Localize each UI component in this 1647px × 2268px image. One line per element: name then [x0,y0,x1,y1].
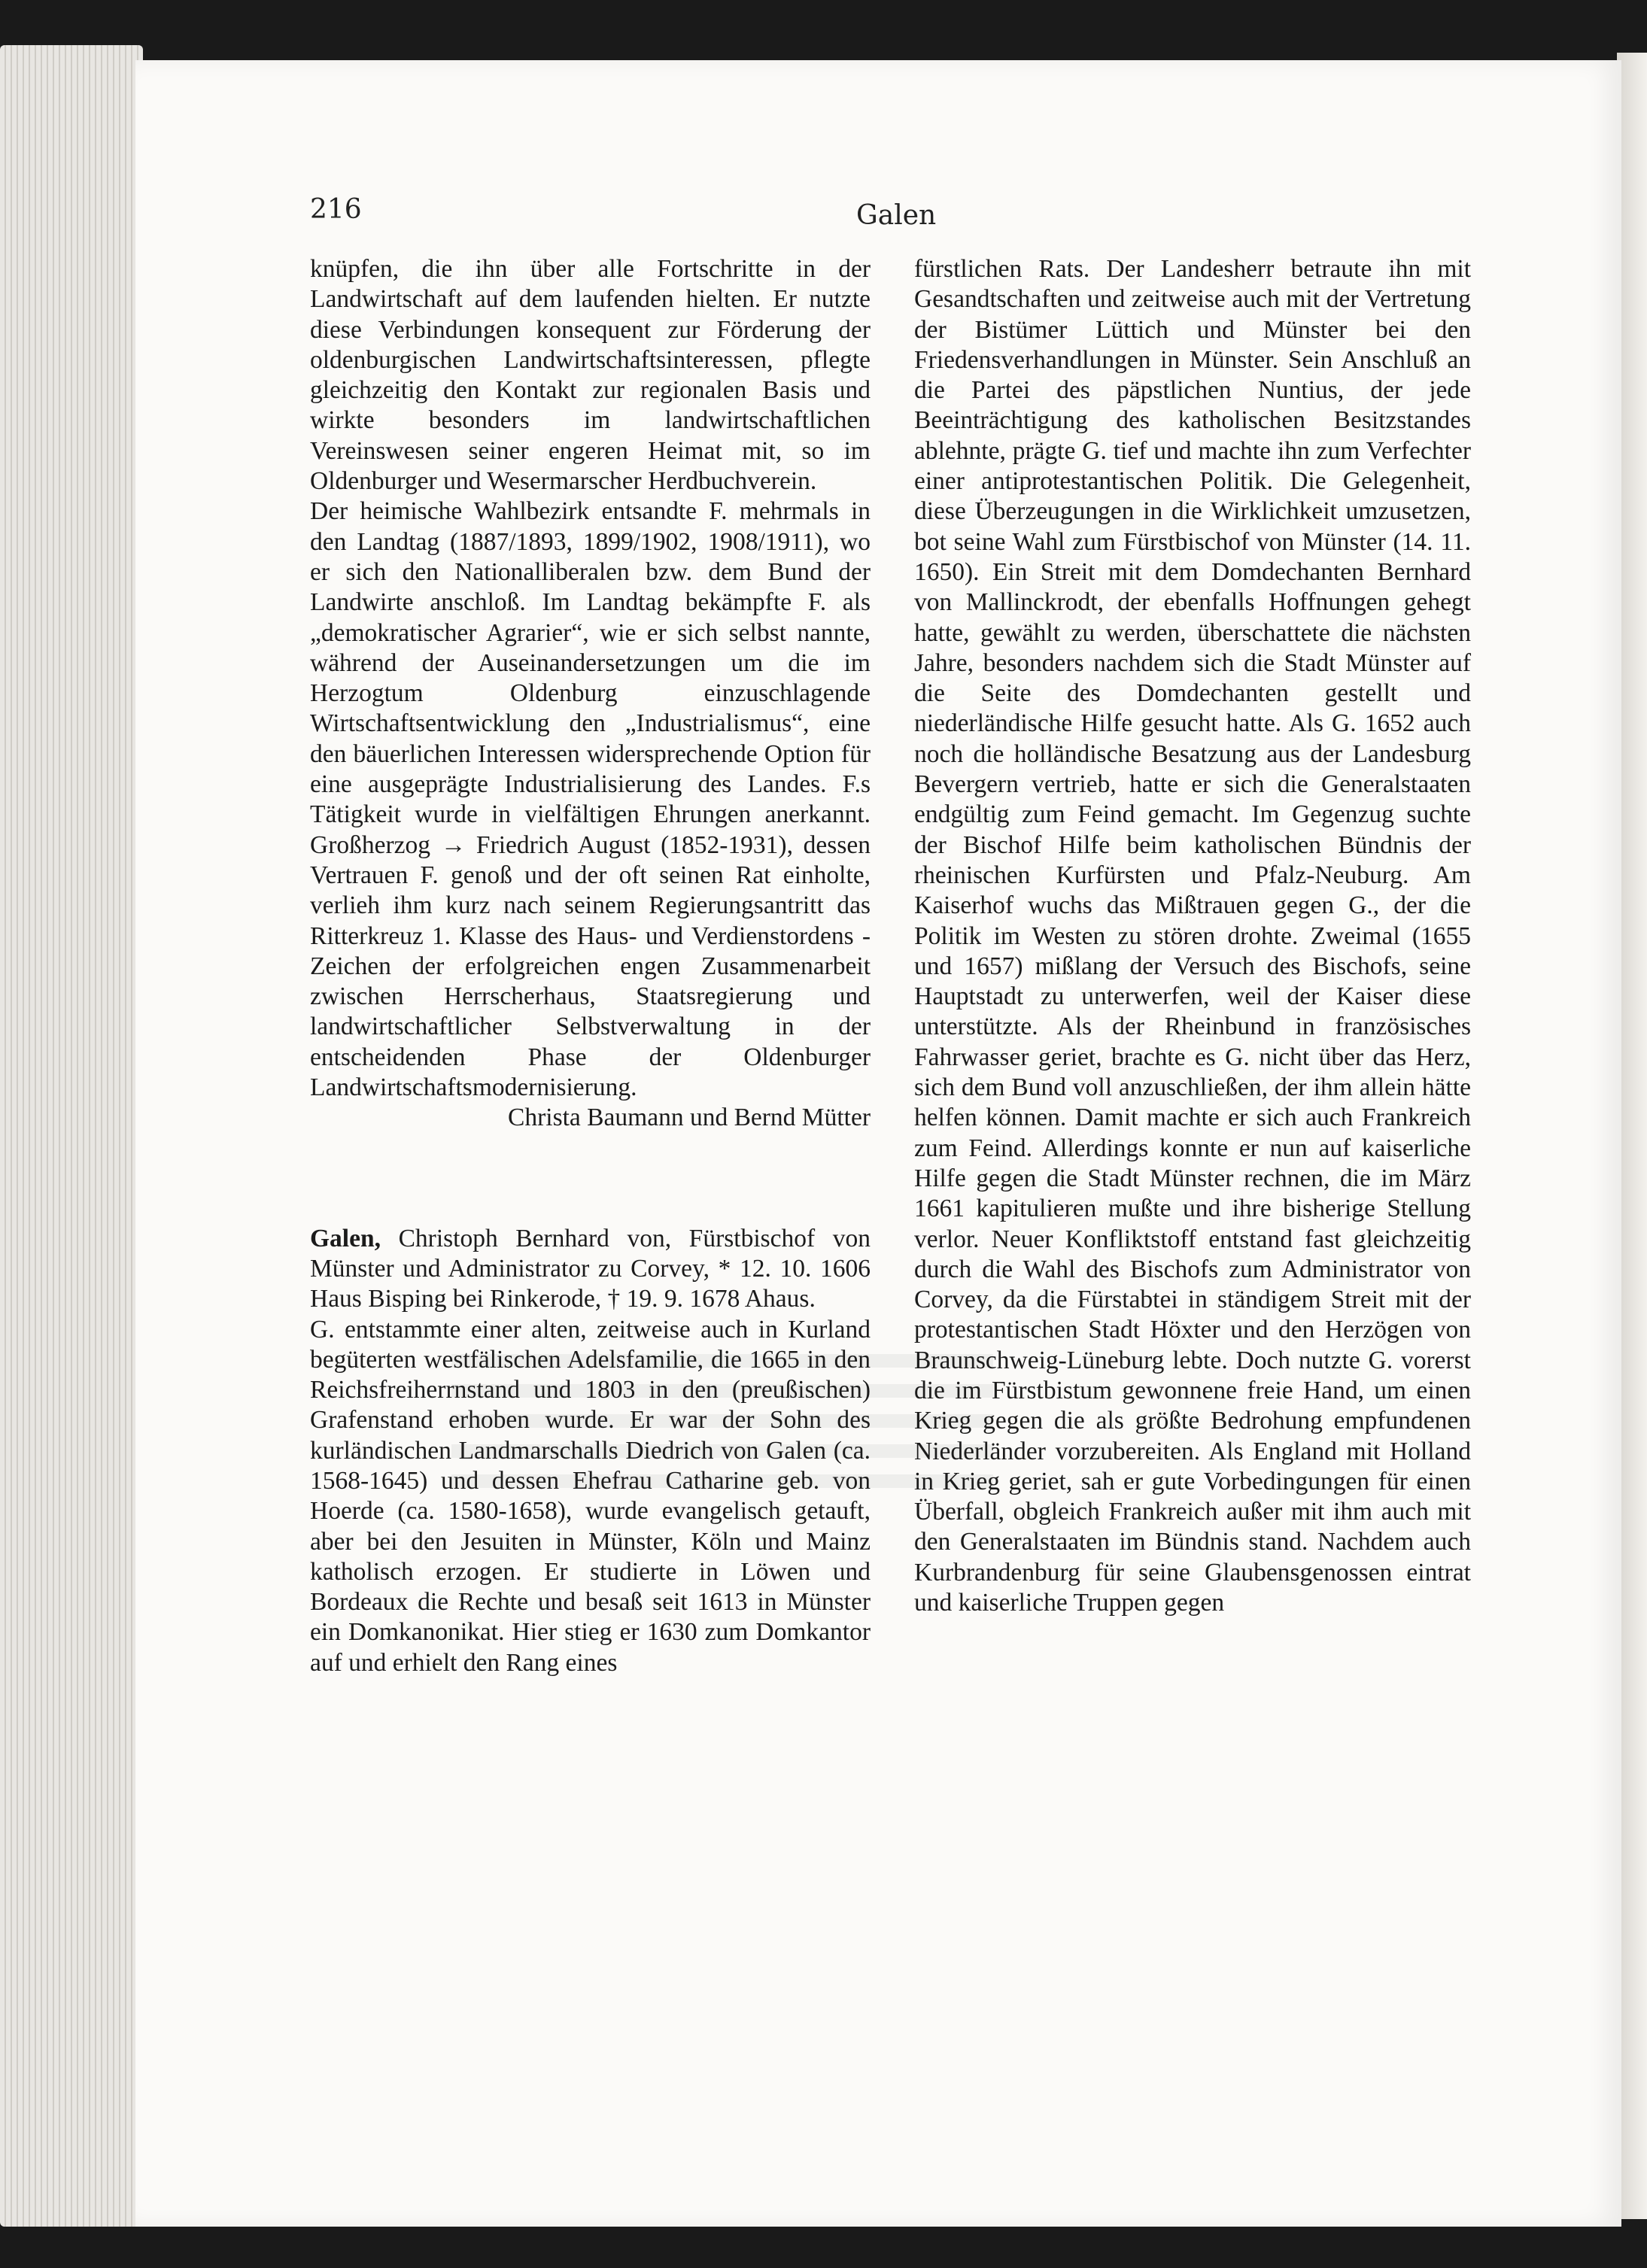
paragraph-farming-network: knüpfen, die ihn über alle Fortschritte in der Landwirtschaft auf dem laufenden hielten. Er nutzte diese Verbindungen konsequent zur Förderung der oldenburgischen Landwirtschaftsinteressen, pflegte gleichzeitig den Kontakt zur regionalen Basis und wirkte besonders im landwirtschaftlichen Vereinswesen seiner engeren Heimat mit, so im Oldenburger und Wesermarscher Herdbuchverein. [310,255,871,496]
paragraph-career: fürstlichen Rats. Der Landesherr betraute ihn mit Gesandtschaften und zeitweise auch mit der Vertretung der Bistümer Lüttich und Münster bei den Friedensverhandlungen in Münster. Sein Anschluß an die Partei des päpstlichen Nuntius, der jede Beeinträchtigung des katholischen Besitzstandes ablehnte, prägte G. tief und machte ihn zum Verfechter einer antiprotestantischen Politik. Die Gelegenheit, diese Überzeugungen in die Wirklichkeit umzusetzen, bot seine Wahl zum Fürstbischof von Münster (14. 11. 1650). Ein Streit mit dem Domdechanten Bernhard von Mallinckrodt, der ebenfalls Hoffnungen gehegt hatte, gewählt zu werden, überschattete die nächsten Jahre, besonders nachdem sich die Stadt Münster auf die Seite des Domdechanten gestellt und niederländische Hilfe gesucht hatte. Als G. 1652 auch noch die holländische Besatzung aus der Landesburg Bevergern vertrieb, hatte er sich die Generalstaaten endgültig zum Feind gemacht. Im Gegenzug suchte der Bischof Hilfe beim katholischen Bündnis der rheinischen Kurfürsten und Pfalz-Neuburg. Am Kaiserhof wuchs das Mißtrauen gegen G., der die Politik im Westen zu stören drohte. Zweimal (1655 und 1657) mißlang der Versuch des Bischofs, seine Hauptstadt zu unterwerfen, weil der Kaiser diese unterstützte. Als der Rheinbund in französisches Fahrwasser geriet, brachte es G. nicht über das Herz, sich dem Bund voll anzuschließen, der ihm allein hätte helfen können. Damit machte er sich auch Frankreich zum Feind. Allerdings konnte er nun auf kaiserliche Hilfe gegen die Stadt Münster rechnen, die im März 1661 kapitulieren mußte und ihre bisherige Stellung verlor. Neuer Konfliktstoff entstand fast gleichzeitig durch die Wahl des Bischofs zum Administrator von Corvey, da die Fürstabtei in ständigem Streit mit der protestantischen Stadt Höxter und den Herzögen von Braunschweig-Lüneburg lebte. Doch nutzte G. vorerst die im Fürstbistum gewonnene freie Hand, um einen Krieg gegen die als größte Bedrohung empfundenen Niederländer vorzubereiten. Als England mit Holland in Krieg geriet, sah er gute Vorbedingungen für einen Überfall, obgleich Frankreich außer mit ihm auch mit den Generalstaaten im Bündnis stand. Nachdem auch Kurbrandenburg für seine Glaubensgenossen eintrat und kaiserliche Truppen gegen [914,255,1471,1617]
left-column [310,254,871,1678]
running-header [310,194,937,239]
paragraph-landtag: Der heimische Wahlbezirk entsandte F. mehrmals in den Landtag (1887/1893, 1899/1902, 1908/1911), wo er sich den Nationalliberalen bzw. dem Bund der Landwirte anschloß. Im Landtag bekämpfte F. als „demokratischer Agrarier“, wie er sich selbst nannte, während der Auseinandersetzungen um die im Herzogtum Oldenburg einzuschlagende Wirtschaftsentwicklung den „Industrialismus“, eine den bäuerlichen Interessen widersprechende Option für eine ausgeprägte Industrialisierung des Landes. F.s Tätigkeit wurde in vielfältigen Ehrungen anerkannt. Großherzog → Friedrich August (1852-1931), dessen Vertrauen F. genoß und der oft seinen Rat einholte, verlieh ihm kurz nach seinem Regierungsantritt das Ritterkreuz 1. Klasse des Haus- und Verdienstordens - Zeichen der erfolgreichen engen Zusammenarbeit zwischen Herrscherhaus, Staatsregierung und landwirtschaftlicher Selbstverwaltung in der entscheidenden Phase der Oldenburger Landwirtschaftsmodernisierung. [310,497,871,1102]
book-page-edges [0,45,143,2227]
entry-intro: Christoph Bernhard von, Fürstbischof von Münster und Administrator zu Corvey, * 12. 10. 1606 Haus Bisping bei Rinkerode, † 19. 9. 1678 Ahaus. [310,1224,871,1313]
page-number: 216 [310,194,362,225]
entry-headword: Galen, [310,1224,381,1252]
right-column [914,254,1471,1618]
entry-separator [310,1134,871,1224]
running-title: Galen [856,200,937,231]
paragraph-origins: G. entstammte einer alten, zeitweise auch in Kurland begüterten westfälischen Adelsfamilie, die 1665 in den Reichsfreiherrnstand und 1803 in den (preußischen) Grafenstand erhoben wurde. Er war der Sohn des kurländischen Landmarschalls Diedrich von Galen (ca. 1568-1645) und dessen Ehefrau Catharine geb. von Hoerde (ca. 1580-1658), wurde evangelisch getauft, aber bei den Jesuiten in Münster, Köln und Mainz katholisch erzogen. Er studierte in Löwen und Bordeaux die Rechte und besaß seit 1613 in Münster ein Domkanonikat. Hier stieg er 1630 zum Domkantor auf und erhielt den Rang eines [310,1315,871,1677]
book-spine-shadow [1617,53,1647,2219]
entry-heading [310,1224,871,1315]
article-author: Christa Baumann und Bernd Mütter [508,1104,871,1132]
